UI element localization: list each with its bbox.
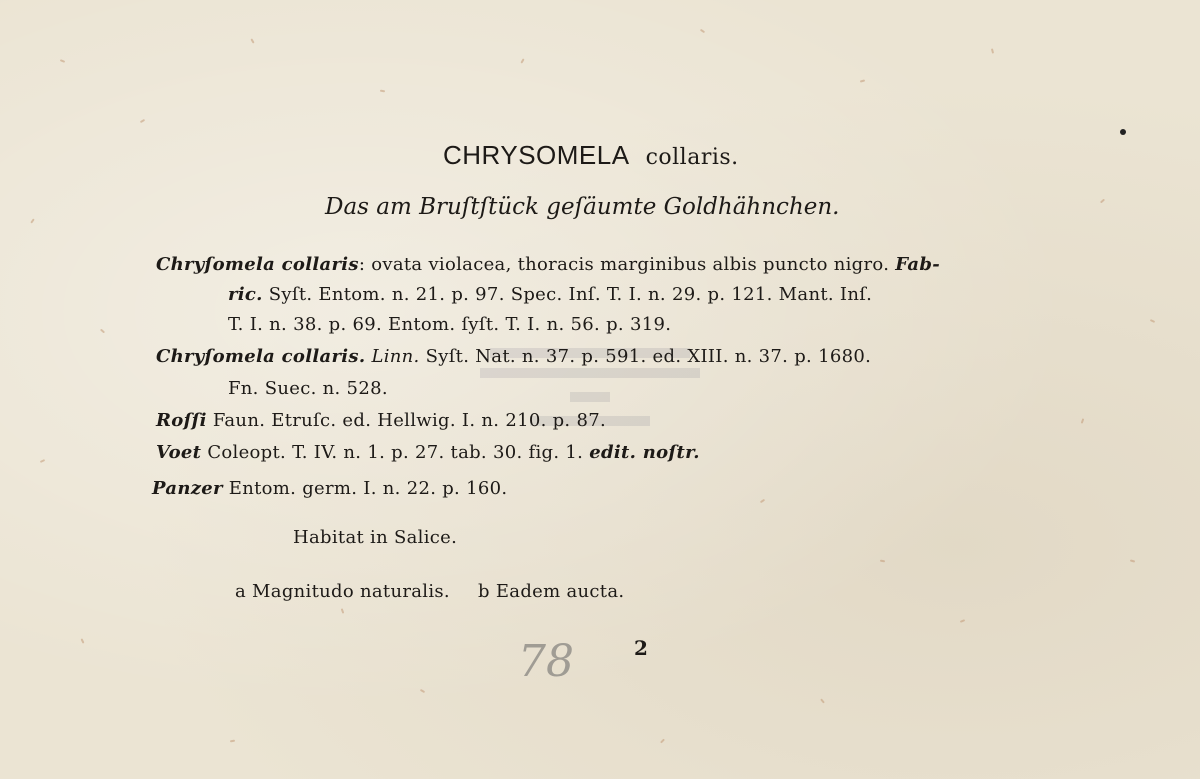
paper-fleck: [250, 38, 254, 43]
ref-text: : ovata violacea, thoracis marginibus albis puncto nigro.: [358, 254, 890, 275]
habitat-line: Habitat in Salice.: [293, 527, 458, 548]
paper-fleck: [1100, 199, 1105, 204]
paper-fleck: [880, 560, 885, 563]
paper-fleck: [100, 329, 105, 334]
paper-fleck: [520, 58, 524, 63]
ref-author: Linn.: [371, 346, 420, 367]
page-number: 2: [634, 636, 648, 660]
paper-fleck: [700, 29, 705, 34]
paper-fleck: [140, 119, 145, 123]
ref-name: Chryſomela collaris.: [156, 346, 366, 367]
figure-note-b: b Eadem aucta.: [478, 581, 625, 602]
paper-fleck: [860, 79, 865, 82]
ref-name: Voet: [156, 442, 202, 463]
paper-fleck: [40, 459, 45, 463]
ref-suffix: edit. noſtr.: [589, 442, 700, 463]
figure-note-a: a Magnitudo naturalis.: [235, 581, 450, 602]
paper-fleck: [991, 48, 994, 53]
page-title: [443, 140, 739, 171]
paper-fleck: [60, 59, 65, 63]
paper-fleck: [960, 619, 965, 623]
ref-name: Roſſi: [156, 410, 207, 431]
ref-text: Coleopt. T. IV. n. 1. p. 27. tab. 30. fig. 1.: [207, 442, 584, 463]
reference-line-1: [156, 254, 940, 275]
title-species: collaris.: [645, 145, 739, 170]
ref-text: Faun. Etruſc. ed. Hellwig. I. n. 210. p. 87.: [212, 410, 607, 431]
reference-line-2: [228, 284, 872, 305]
reference-line-4: [156, 346, 871, 367]
paper-fleck: [760, 499, 765, 504]
ref-text: Entom. germ. I. n. 22. p. 160.: [228, 478, 508, 499]
reference-line-7: [156, 442, 700, 463]
ref-author: ric.: [228, 284, 263, 305]
paper-fleck: [341, 608, 345, 613]
paper-fleck: [81, 638, 85, 643]
page-subtitle: Das am Bruſtſtück geſäumte Goldhähnchen.: [325, 194, 840, 220]
reference-line-5: [228, 378, 388, 399]
paper-fleck: [1150, 319, 1155, 323]
ref-author: Fab-: [895, 254, 940, 275]
reference-line-8: [152, 478, 507, 499]
ref-name: Chryſomela collaris: [156, 254, 359, 275]
ref-text: T. I. n. 38. p. 69. Entom. ſyſt. T. I. n. 56. p. 319.: [228, 314, 672, 335]
paper-fleck: [1130, 559, 1135, 562]
paper-fleck: [1081, 418, 1085, 423]
ref-text: Syſt. Nat. n. 37. p. 591. ed. XIII. n. 37. p. 1680.: [425, 346, 872, 367]
handwritten-pencil-note: [514, 628, 586, 688]
paper-fleck: [30, 218, 35, 223]
paper-fleck: [820, 698, 825, 703]
ref-text: Fn. Suec. n. 528.: [228, 378, 388, 399]
paper-fleck: [380, 90, 385, 93]
ref-name: Panzer: [152, 478, 223, 499]
ink-dot: [1120, 129, 1126, 135]
paper-fleck: [660, 739, 665, 744]
paper-fleck: [230, 740, 235, 743]
handwritten-note-text: 78: [518, 636, 574, 687]
reference-line-6: [156, 410, 606, 431]
title-genus: CHRYSOMELA: [443, 140, 630, 170]
reference-line-3: [228, 314, 671, 335]
ref-text: Syſt. Entom. n. 21. p. 97. Spec. Inſ. T. I. n. 29. p. 121. Mant. Inſ.: [268, 284, 873, 305]
figure-note: [235, 581, 624, 602]
paper-fleck: [420, 689, 425, 693]
